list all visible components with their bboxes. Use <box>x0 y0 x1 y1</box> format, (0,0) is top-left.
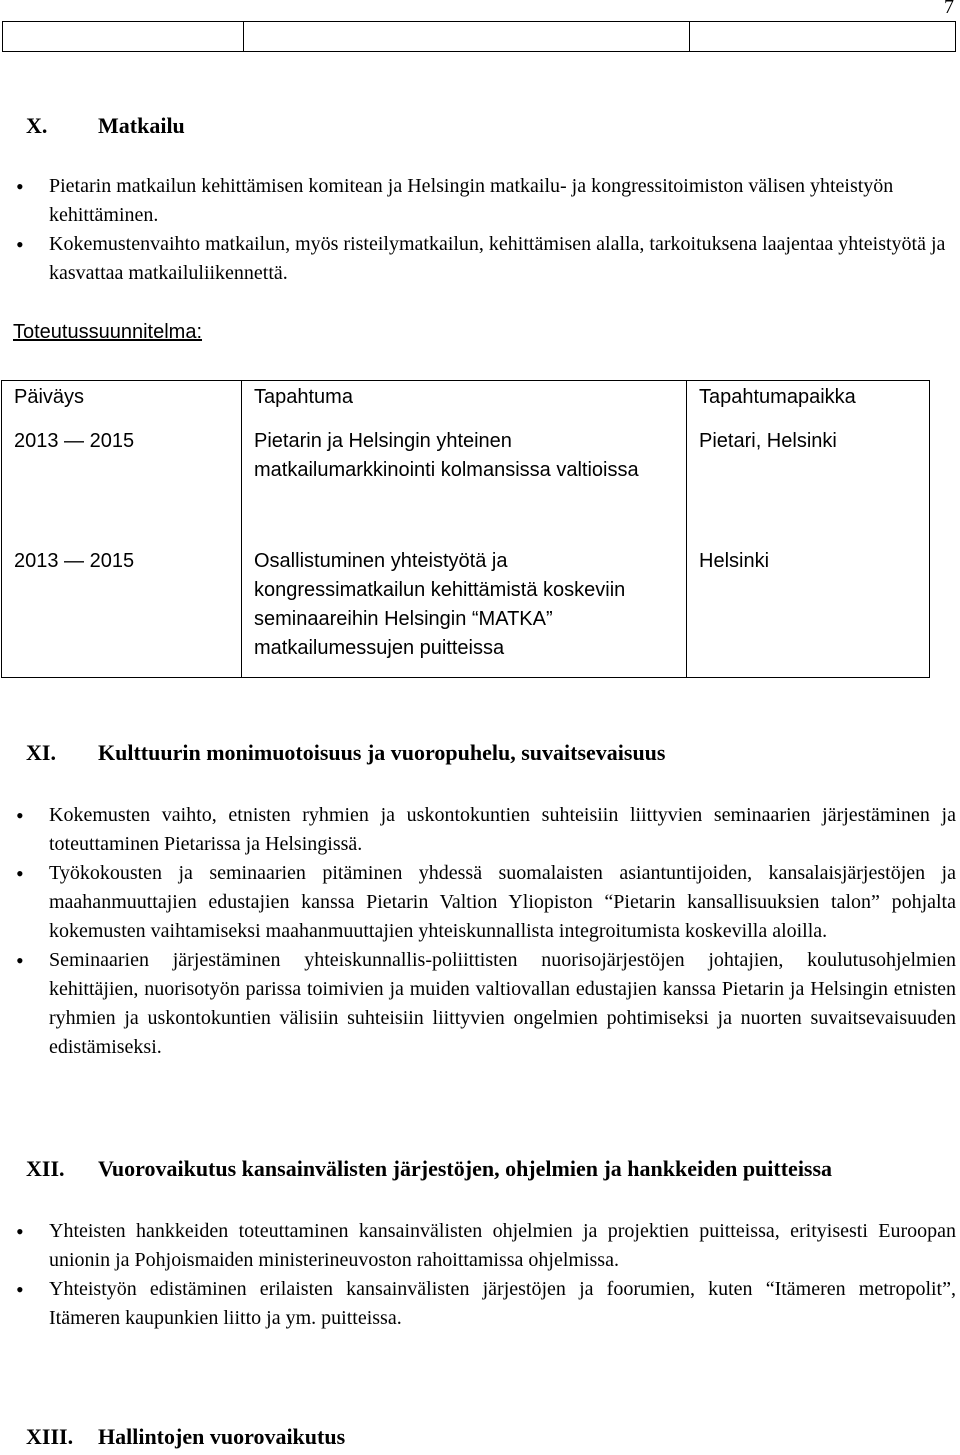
strip-cell <box>2 21 244 52</box>
bullet-item: • Kokemusten vaihto, etnisten ryhmien ja uskontokuntien suhteisiin liittyvien seminaarien järjestäminen ja toteuttaminen Pietarissa ja Helsingissä. <box>0 801 960 859</box>
section-number: X. <box>26 113 48 138</box>
bullet-item: • Työkokousten ja seminaarien pitäminen yhdessä suomalaisten asiantuntijoiden, kansalaisjärjestöjen ja maahanmuuttajien edustajien kanssa Pietarin Valtion Yliopiston “Pietarin kansallisuuksien talon” pohjalta kokemusten vaihtamiseksi maahanmuuttajien yhteiskunnallista integroitumista koskevilla aloilla. <box>0 859 960 946</box>
table-row <box>2 425 930 545</box>
column-header-date: Päiväys <box>2 381 242 426</box>
bullet-item: • Yhteisten hankkeiden toteuttaminen kansainvälisten ohjelmien ja projektien puitteissa, erityisesti Euroopan unionin ja Pohjoismaiden ministerineuvoston rahoittamissa ohjelmissa. <box>0 1217 960 1275</box>
section-xii-bullet-list <box>0 1217 960 1333</box>
section-title: Kulttuurin monimuotoisuus ja vuoropuhelu, suvaitsevaisuus <box>98 740 666 765</box>
section-xi-bullet-list <box>0 801 960 1062</box>
cell-event: Osallistuminen yhteistyötä ja kongressimatkailun kehittämistä koskeviin seminaareihin Helsingin “MATKA” matkailumessujen puitteissa <box>242 545 687 678</box>
page-number: 7 <box>944 0 954 18</box>
cell-venue: Helsinki <box>687 545 930 678</box>
cell-date: 2013 ― 2015 <box>2 425 242 545</box>
bullet-item: • Pietarin matkailun kehittämisen komitean ja Helsingin matkailu- ja kongressitoimiston välisen yhteistyön kehittäminen. <box>0 172 960 230</box>
section-number: XI. <box>26 740 56 765</box>
section-xi-heading <box>26 740 665 766</box>
implementation-plan-table <box>1 380 930 678</box>
section-xiii-heading <box>26 1424 345 1450</box>
section-title: Matkailu <box>98 113 185 138</box>
bullet-item: • Kokemustenvaihto matkailun, myös risteilymatkailun, kehittämisen alalla, tarkoituksena laajentaa yhteistyötä ja kasvattaa matkailuliikennettä. <box>0 230 960 288</box>
section-title: Vuorovaikutus kansainvälisten järjestöjen, ohjelmien ja hankkeiden puitteissa <box>98 1156 833 1181</box>
section-x-bullet-list <box>0 172 960 288</box>
section-title: Hallintojen vuorovaikutus <box>98 1424 346 1449</box>
section-xii-heading <box>26 1156 832 1182</box>
strip-cell <box>690 21 956 52</box>
section-x-heading <box>26 113 185 139</box>
column-header-venue: Tapahtumapaikka <box>687 381 930 426</box>
strip-cell <box>244 21 690 52</box>
section-number: XII. <box>26 1156 65 1181</box>
section-number: XIII. <box>26 1424 74 1449</box>
cell-date: 2013 ― 2015 <box>2 545 242 678</box>
cell-event: Pietarin ja Helsingin yhteinen matkailumarkkinointi kolmansissa valtioissa <box>242 425 687 545</box>
table-row <box>2 545 930 678</box>
implementation-plan-label: Toteutussuunnitelma: <box>13 321 203 343</box>
table-header-row <box>2 381 930 426</box>
column-header-event: Tapahtuma <box>242 381 687 426</box>
bullet-item: • Seminaarien järjestäminen yhteiskunnallis-poliittisten nuorisojärjestöjen johtajien, koulutusohjelmien kehittäjien, nuorisotyön parissa toimivien ja muiden valtiovallan edustajien kanssa Pietarin ja Helsingin etnisten ryhmien ja uskontokuntien välisiin suhteisiin liittyvien ongelmien pohtimiseksi ja nuorten suvaitsevaisuuden edistämiseksi. <box>0 946 960 1062</box>
bullet-item: • Yhteistyön edistäminen erilaisten kansainvälisten järjestöjen ja foorumien, kuten “Itämeren metropolit”, Itämeren kaupunkien liitto ja ym. puitteissa. <box>0 1275 960 1333</box>
previous-table-bottom-strip <box>2 21 956 52</box>
cell-venue: Pietari, Helsinki <box>687 425 930 545</box>
